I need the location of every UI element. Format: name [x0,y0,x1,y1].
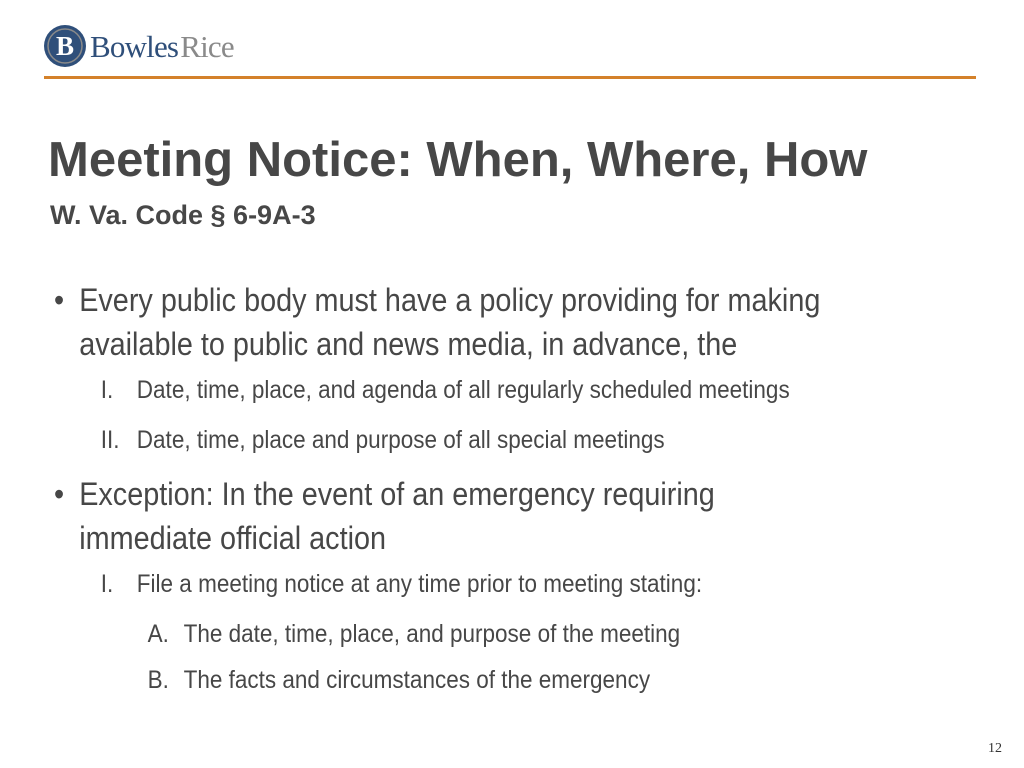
sub-sub-item-marker: A. [147,620,169,648]
sub-item-marker: II. [100,426,120,454]
sub-sub-item-marker: B. [147,666,169,694]
sub-sub-item [54,616,846,652]
sub-item-text: Date, time, place and purpose of all special meetings [136,426,665,454]
sub-item-text: Date, time, place, and agenda of all regularly scheduled meetings [136,376,790,404]
logo-mark-letter: B [55,31,75,61]
sub-item [54,372,846,408]
logo-wordmark [90,28,234,64]
sub-item-text: File a meeting notice at any time prior to meeting stating: [136,570,703,598]
bullet-marker: • [54,282,65,318]
sub-item-marker: I. [100,376,114,404]
bowles-rice-logo [43,24,234,68]
sub-sub-item-text: The facts and circumstances of the emergency [183,666,651,694]
sub-sub-item [54,662,846,698]
slide-content [54,278,846,708]
slide-subtitle: W. Va. Code § 6-9A-3 [50,200,316,230]
bullet-item [54,472,846,560]
bullet-marker: • [54,476,65,512]
header-divider [44,76,976,79]
bullet-text: Exception: In the event of an emergency requiring immediate official action [79,476,715,556]
bullet-item [54,278,846,366]
sub-item [54,422,846,458]
bullet-text: Every public body must have a policy providing for making available to public and news media, in advance, the [79,282,821,362]
sub-sub-item-text: The date, time, place, and purpose of the meeting [183,620,681,648]
bowles-rice-mark-icon [43,24,87,68]
slide-title: Meeting Notice: When, Where, How [48,133,868,187]
sub-item [54,566,846,602]
sub-item-marker: I. [100,570,114,598]
logo-word-rice: Rice [180,28,234,64]
logo-word-bowles: Bowles [90,28,179,64]
page-number: 12 [988,741,1002,756]
